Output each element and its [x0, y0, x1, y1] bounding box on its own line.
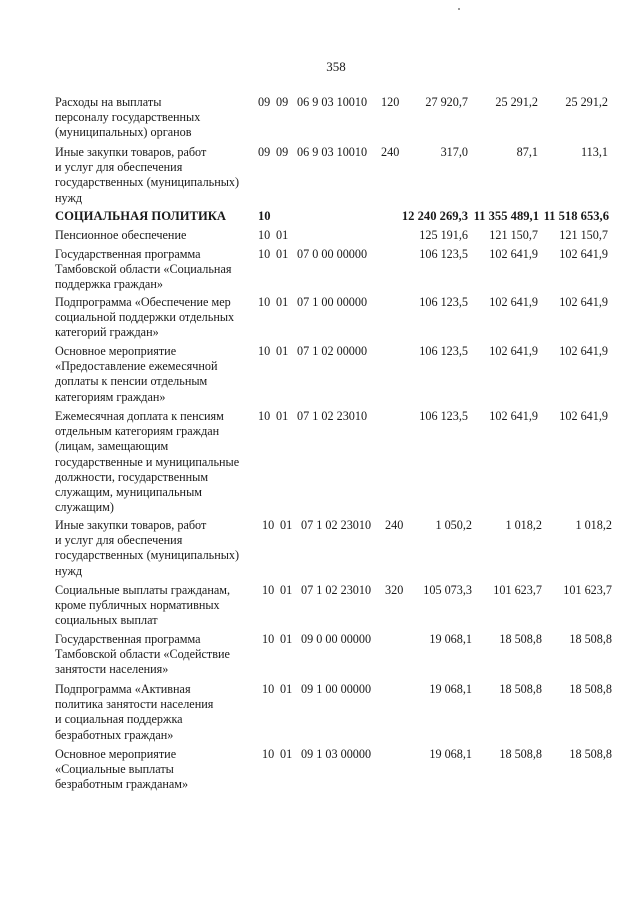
- row-name-line: государственные и муниципальные: [55, 454, 240, 469]
- section-code: 10: [258, 228, 271, 242]
- target-article-code: 07 1 02 23010: [301, 518, 372, 532]
- row-name-line: Подпрограмма «Активная: [55, 682, 191, 696]
- amount-year-1: 106 123,5: [419, 247, 468, 261]
- amount-year-3: 1 018,2: [575, 518, 612, 532]
- row-name-line: нужд: [55, 563, 83, 578]
- row-name-line: Расходы на выплаты: [55, 95, 162, 109]
- subsection-code: 09: [276, 145, 289, 159]
- row-name-line: Государственная программа: [55, 632, 201, 646]
- target-article-code: 06 9 03 10010: [297, 145, 368, 159]
- target-article-code: 07 0 00 00000: [297, 247, 368, 261]
- amount-year-2: 11 355 489,1: [473, 209, 539, 223]
- target-article-code: 06 9 03 10010: [297, 95, 368, 109]
- expense-type-code: 320: [385, 583, 404, 597]
- row-name-line: социальных выплат: [55, 613, 158, 628]
- section-code: 10: [258, 344, 271, 358]
- row-name-line: кроме публичных нормативных: [55, 598, 220, 613]
- subsection-code: 09: [276, 95, 289, 109]
- row-name: [55, 295, 255, 341]
- section-code: 10: [262, 632, 275, 646]
- row-name: [55, 209, 255, 224]
- amount-year-3: 11 518 653,6: [543, 209, 609, 223]
- target-article-code: 09 1 03 00000: [301, 747, 372, 761]
- scan-speck: [458, 8, 460, 10]
- amount-year-1: 27 920,7: [425, 95, 468, 109]
- row-name: [55, 682, 255, 743]
- row-name-line: «Предоставление ежемесячной: [55, 359, 218, 374]
- row-name-line: Иные закупки товаров, работ: [55, 518, 207, 532]
- row-name: [55, 632, 255, 678]
- amount-year-3: 113,1: [581, 145, 608, 159]
- target-article-code: 07 1 00 00000: [297, 295, 368, 309]
- row-name-line: Основное мероприятие: [55, 344, 177, 358]
- row-name: [55, 344, 255, 405]
- row-name-line: (лицам, замещающим: [55, 439, 169, 454]
- amount-year-2: 1 018,2: [505, 518, 542, 532]
- amount-year-1: 106 123,5: [419, 344, 468, 358]
- amount-year-3: 102 641,9: [559, 409, 608, 423]
- row-name-line: категорий граждан»: [55, 325, 159, 340]
- subsection-code: 01: [276, 344, 289, 358]
- amount-year-1: 12 240 269,3: [401, 209, 468, 223]
- row-name-line: должности, государственным: [55, 469, 209, 484]
- row-name-line: социальной поддержки отдельных: [55, 310, 235, 325]
- row-name-line: занятости населения»: [55, 662, 169, 677]
- row-name-line: Тамбовской области «Содействие: [55, 647, 230, 662]
- subsection-code: 01: [276, 228, 289, 242]
- row-name-line: государственных (муниципальных): [55, 548, 240, 563]
- section-code: 10: [262, 518, 275, 532]
- row-name-line: Пенсионное обеспечение: [55, 228, 187, 242]
- amount-year-3: 18 508,8: [569, 682, 612, 696]
- row-name-line: Государственная программа: [55, 247, 201, 261]
- section-code: 09: [258, 145, 271, 159]
- amount-year-3: 102 641,9: [559, 247, 608, 261]
- amount-year-2: 101 623,7: [493, 583, 542, 597]
- row-name: [55, 583, 255, 629]
- row-name-line: нужд: [55, 190, 83, 205]
- section-code: 10: [258, 409, 271, 423]
- target-article-code: 07 1 02 23010: [301, 583, 372, 597]
- amount-year-1: 19 068,1: [429, 682, 472, 696]
- amount-year-3: 101 623,7: [563, 583, 612, 597]
- row-name-line: и услуг для обеспечения: [55, 160, 183, 175]
- section-code: 10: [262, 583, 275, 597]
- subsection-code: 01: [280, 682, 293, 696]
- row-name-line: безработных граждан»: [55, 727, 174, 742]
- row-name: [55, 409, 255, 515]
- amount-year-2: 18 508,8: [499, 632, 542, 646]
- amount-year-3: 18 508,8: [569, 747, 612, 761]
- amount-year-3: 121 150,7: [559, 228, 608, 242]
- row-name-line: государственных (муниципальных): [55, 175, 240, 190]
- target-article-code: 09 0 00 00000: [301, 632, 372, 646]
- subsection-code: 01: [276, 409, 289, 423]
- amount-year-2: 102 641,9: [489, 344, 538, 358]
- amount-year-3: 18 508,8: [569, 632, 612, 646]
- row-name-line: категориям граждан»: [55, 389, 166, 404]
- amount-year-3: 25 291,2: [565, 95, 608, 109]
- expense-type-code: 240: [381, 145, 400, 159]
- section-code: 10: [258, 247, 271, 261]
- page-number: 358: [326, 59, 346, 74]
- amount-year-1: 106 123,5: [419, 409, 468, 423]
- row-name: [55, 145, 255, 206]
- amount-year-1: 105 073,3: [423, 583, 472, 597]
- row-name-line: Тамбовской области «Социальная: [55, 262, 232, 277]
- amount-year-1: 317,0: [440, 145, 468, 159]
- target-article-code: 07 1 02 23010: [297, 409, 368, 423]
- row-name-line: (муниципальных) органов: [55, 125, 192, 140]
- subsection-code: 01: [280, 518, 293, 532]
- row-name-line: доплаты к пенсии отдельным: [55, 374, 208, 389]
- row-name: [55, 518, 255, 579]
- section-code: 10: [262, 682, 275, 696]
- row-name-line: служащим): [55, 500, 114, 515]
- expense-type-code: 120: [381, 95, 400, 109]
- row-name: [55, 247, 255, 293]
- amount-year-2: 25 291,2: [495, 95, 538, 109]
- amount-year-2: 121 150,7: [489, 228, 538, 242]
- target-article-code: 07 1 02 00000: [297, 344, 368, 358]
- subsection-code: 01: [276, 295, 289, 309]
- row-name-line: СОЦИАЛЬНАЯ ПОЛИТИКА: [55, 209, 226, 223]
- row-name-line: политика занятости населения: [55, 697, 214, 712]
- row-name: [55, 95, 255, 141]
- amount-year-3: 102 641,9: [559, 295, 608, 309]
- section-code: 10: [258, 209, 271, 223]
- row-name-line: Ежемесячная доплата к пенсиям: [55, 409, 224, 423]
- row-name-line: поддержка граждан»: [55, 277, 163, 292]
- row-name-line: безработным гражданам»: [55, 777, 189, 792]
- amount-year-2: 87,1: [516, 145, 538, 159]
- row-name-line: Иные закупки товаров, работ: [55, 145, 207, 159]
- amount-year-2: 102 641,9: [489, 409, 538, 423]
- amount-year-1: 106 123,5: [419, 295, 468, 309]
- row-name-line: и социальная поддержка: [55, 712, 183, 727]
- subsection-code: 01: [280, 747, 293, 761]
- row-name-line: Основное мероприятие: [55, 747, 177, 761]
- section-code: 09: [258, 95, 271, 109]
- subsection-code: 01: [280, 632, 293, 646]
- row-name: [55, 747, 255, 793]
- row-name-line: отдельным категориям граждан: [55, 424, 220, 439]
- row-name-line: и услуг для обеспечения: [55, 533, 183, 548]
- target-article-code: 09 1 00 00000: [301, 682, 372, 696]
- row-name-line: служащим, муниципальным: [55, 485, 202, 500]
- subsection-code: 01: [276, 247, 289, 261]
- row-name: [55, 228, 255, 243]
- amount-year-2: 102 641,9: [489, 295, 538, 309]
- subsection-code: 01: [280, 583, 293, 597]
- row-name-line: Социальные выплаты гражданам,: [55, 583, 231, 597]
- amount-year-2: 18 508,8: [499, 747, 542, 761]
- amount-year-1: 19 068,1: [429, 632, 472, 646]
- amount-year-1: 19 068,1: [429, 747, 472, 761]
- amount-year-3: 102 641,9: [559, 344, 608, 358]
- amount-year-1: 1 050,2: [435, 518, 472, 532]
- section-code: 10: [258, 295, 271, 309]
- amount-year-2: 18 508,8: [499, 682, 542, 696]
- section-code: 10: [262, 747, 275, 761]
- amount-year-1: 125 191,6: [419, 228, 468, 242]
- row-name-line: «Социальные выплаты: [55, 762, 174, 777]
- row-name-line: персоналу государственных: [55, 110, 201, 125]
- row-name-line: Подпрограмма «Обеспечение мер: [55, 295, 231, 309]
- expense-type-code: 240: [385, 518, 404, 532]
- amount-year-2: 102 641,9: [489, 247, 538, 261]
